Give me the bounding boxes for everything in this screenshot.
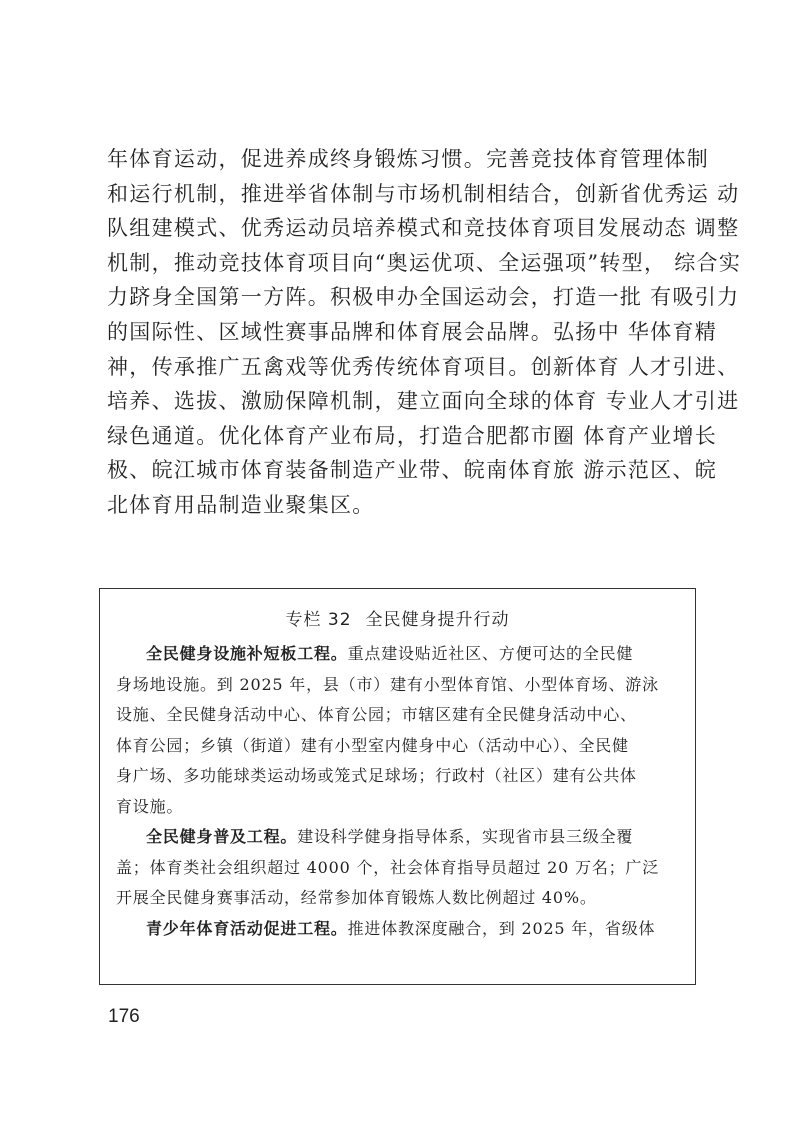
body-line: 年体育运动，促进养成终身锻炼习惯。完善竞技体育管理体制 bbox=[107, 147, 710, 171]
body-line: 培养、选拔、激励保障机制，建立面向全球的体育 专业人才引进 bbox=[107, 389, 740, 414]
body-text bbox=[107, 142, 742, 523]
body-line: 神，传承推广五禽戏等优秀传统体育项目。创新体育 人才引进、 bbox=[107, 354, 740, 379]
box-content bbox=[116, 639, 686, 944]
paragraph-heading: 全民健身普及工程。 bbox=[146, 827, 298, 846]
paragraph-text: 重点建设贴近社区、方便可达的全民健 bbox=[347, 644, 634, 663]
paragraph-first-line bbox=[116, 639, 686, 670]
body-line: 北体育用品制造业聚集区。 bbox=[107, 492, 375, 517]
paragraph-first-line bbox=[116, 914, 686, 945]
page-number: 176 bbox=[108, 1006, 140, 1027]
body-line: 队组建模式、优秀运动员培养模式和竞技体育项目发展动态 调整 bbox=[107, 216, 740, 241]
paragraph-heading: 全民健身设施补短板工程。 bbox=[146, 644, 348, 663]
paragraph-first-line bbox=[116, 822, 686, 853]
body-line: 极、皖江城市体育装备制造产业带、皖南体育旅 游示范区、皖 bbox=[107, 458, 718, 483]
box-title-text: 全民健身提升行动 bbox=[365, 610, 510, 630]
body-line: 机制，推动竞技体育项目向“奥运优项、全运强项”转型， 综合实 bbox=[107, 250, 742, 275]
column-box bbox=[99, 588, 696, 985]
paragraph-text: 建设科学健身指导体系，实现省市县三级全覆 bbox=[297, 827, 634, 846]
body-line: 力跻身全国第一方阵。积极申办全国运动会，打造一批 有吸引力 bbox=[107, 285, 740, 310]
box-line: 育设施。 bbox=[116, 796, 184, 816]
box-line: 开展全民健身赛事活动，经常参加体育锻炼人数比例超过 40%。 bbox=[116, 888, 597, 907]
box-line: 盖；体育类社会组织超过 4000 个，社会体育指导员超过 20 万名；广泛 bbox=[116, 857, 660, 877]
box-line: 身广场、多功能球类运动场或笼式足球场；行政村（社区）建有公共体 bbox=[116, 766, 637, 785]
box-title bbox=[100, 605, 695, 630]
box-line: 体育公园；乡镇（街道）建有小型室内健身中心（活动中心）、全民健 bbox=[116, 735, 629, 755]
box-title-number: 专栏 32 bbox=[285, 610, 352, 630]
paragraph-heading: 青少年体育活动促进工程。 bbox=[146, 918, 348, 938]
body-line: 和运行机制，推进举省体制与市场机制相结合，创新省优秀运 动 bbox=[107, 181, 740, 206]
paragraph-text: 推进体教深度融合，到 2025 年，省级体 bbox=[347, 918, 656, 938]
box-line: 设施、全民健身活动中心、体育公园；市辖区建有全民健身活动中心、 bbox=[116, 705, 637, 724]
box-line: 身场地设施。到 2025 年，县（市）建有小型体育馆、小型体育场、游泳 bbox=[116, 674, 659, 694]
body-line: 绿色通道。优化体育产业布局，打造合肥都市圈 体育产业增长 bbox=[107, 423, 718, 448]
body-line: 的国际性、区域性赛事品牌和体育展会品牌。弘扬中 华体育精 bbox=[107, 319, 718, 344]
